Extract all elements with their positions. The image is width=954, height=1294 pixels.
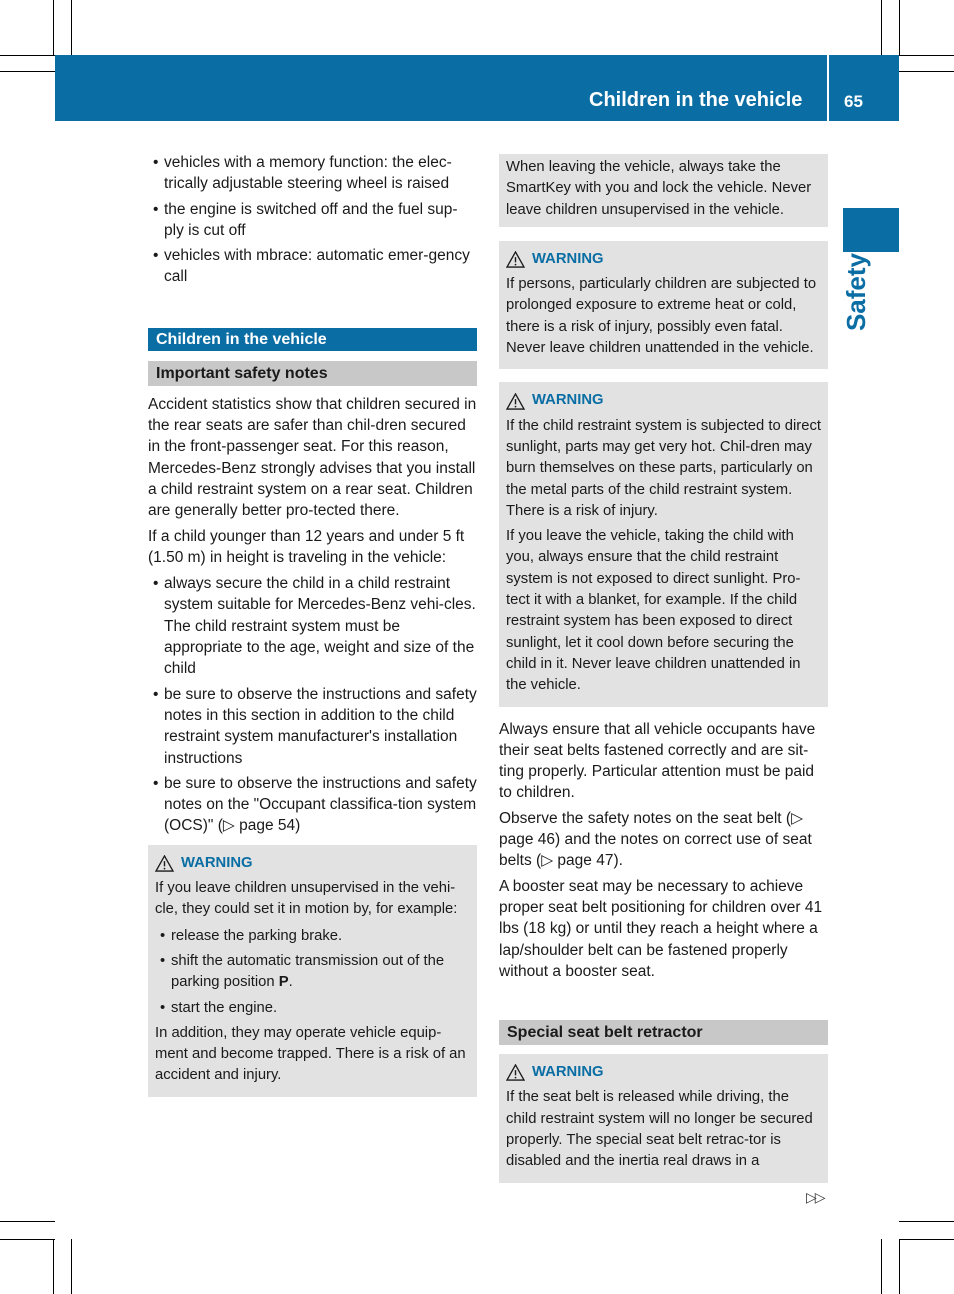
- crop-mark: [899, 1221, 954, 1222]
- list-item-text: shift the automatic transmission out of the parking position: [171, 952, 445, 991]
- crop-mark: [0, 1239, 55, 1240]
- page-number: 65: [844, 92, 863, 111]
- warning-label: WARNING: [532, 392, 604, 409]
- subsection-heading: Important safety notes: [148, 361, 477, 386]
- warning-header: [506, 390, 821, 411]
- paragraph: Observe the safety notes on the seat belt (▷ page 46) and the notes on correct use of seat belts (▷ page 47).: [499, 809, 812, 870]
- left-column: [148, 152, 477, 1097]
- crop-mark: [881, 0, 882, 55]
- section-heading: Special seat belt retractor: [499, 1020, 828, 1045]
- warning-text: If you leave children unsupervised in the vehi-cle, they could set it in motion by, for example:: [155, 880, 458, 918]
- crop-mark: [899, 0, 900, 55]
- warning-header: [155, 853, 470, 874]
- bullet-list: [148, 573, 477, 837]
- gear-letter: P: [278, 974, 289, 991]
- paragraph: If a child younger than 12 years and under 5 ft (1.50 m) in height is traveling in the vehicle:: [148, 527, 465, 566]
- warning-triangle-icon: [155, 855, 174, 872]
- page-header-title: Children in the vehicle: [589, 89, 803, 111]
- section-tab-label: Safety: [840, 252, 871, 332]
- paragraph: A booster seat may be necessary to achieve proper seat belt positioning for children over 41 lbs (18 kg) or until they reach a height where a lap/shoulder belt can be fastened properly without a booster seat.: [499, 877, 823, 980]
- warning-triangle-icon: [506, 1064, 525, 1081]
- warning-text: If persons, particularly children are subjected to prolonged exposure to extreme heat or cold, there is a risk of injury, possibly even fatal. Never leave children unattended in the vehicle.: [506, 276, 817, 357]
- warning-triangle-icon: [506, 251, 525, 268]
- crop-mark: [0, 55, 55, 56]
- note-box: [499, 154, 828, 227]
- crop-mark: [71, 0, 72, 55]
- list-item: • release the parking brake.: [155, 926, 470, 947]
- crop-mark: [0, 1221, 55, 1222]
- crop-mark: [881, 1239, 882, 1294]
- section-heading: Children in the vehicle: [148, 328, 477, 351]
- paragraph: Always ensure that all vehicle occupants have their seat belts fastened correctly and are sit-ting properly. Particular attention must be paid to children.: [499, 720, 816, 802]
- list-item: • vehicles with mbrace: automatic emer-gency call: [148, 245, 477, 288]
- crop-mark: [899, 1239, 954, 1240]
- crop-mark: [53, 1239, 54, 1294]
- list-item: • start the engine.: [155, 998, 470, 1019]
- note-text: When leaving the vehicle, always take the SmartKey with you and lock the vehicle. Never leave children unsupervised in the vehicle.: [506, 159, 812, 218]
- warning-text: In addition, they may operate vehicle equip-ment and become trapped. There is a risk of an accident and injury.: [155, 1024, 466, 1084]
- warning-box: [499, 1054, 828, 1182]
- warning-text: If you leave the vehicle, taking the child with you, always ensure that the child restraint system is not exposed to direct sunlight. Pro-tect it with a blanket, for example. If the child restraint system has been exposed to direct sunlight, let it cool down before securing the child in it. Never leave children unattended in the vehicle.: [506, 528, 801, 694]
- list-item: • the engine is switched off and the fuel sup-ply is cut off: [148, 199, 477, 242]
- warning-text: If the seat belt is released while driving, the child restraint system will no longer be secured properly. The special seat belt retrac-tor is disabled and the inertia real draws in a: [506, 1089, 813, 1170]
- crop-mark: [899, 71, 954, 72]
- crop-mark: [899, 55, 954, 56]
- warning-box: [499, 382, 828, 706]
- warning-text: If the child restraint system is subjected to direct sunlight, parts may get very hot. Chil-dren may burn themselves on these parts, particularly on the metal parts of the child restraint system. There is a risk of injury.: [506, 417, 821, 519]
- continued-marker: ▷▷: [806, 1189, 824, 1205]
- warning-box: [148, 845, 477, 1097]
- list-item: • be sure to observe the instructions and safety notes in this section in addition to the child restraint system manufacturer's installation instructions: [148, 684, 477, 769]
- list-item: • always secure the child in a child restraint system suitable for Mercedes-Benz vehi-cles. The child restraint system must be appropriate to the age, weight and size of the child: [148, 573, 477, 679]
- warning-label: WARNING: [532, 1064, 604, 1081]
- warning-header: [506, 1062, 821, 1083]
- warning-header: [506, 249, 821, 270]
- section-tab-marker: [843, 208, 899, 252]
- header-divider: [827, 55, 829, 121]
- warning-box: [499, 241, 828, 369]
- list-item: • vehicles with a memory function: the elec-trically adjustable steering wheel is raised: [148, 152, 477, 195]
- list-item: • be sure to observe the instructions and safety notes on the "Occupant classifica-tion system (OCS)" (▷ page 54): [148, 773, 477, 837]
- crop-mark: [0, 71, 55, 72]
- intro-bullet-list: [148, 152, 477, 288]
- crop-mark: [53, 0, 54, 55]
- crop-mark: [899, 1239, 900, 1294]
- right-column: [499, 154, 828, 1183]
- crop-mark: [71, 1239, 72, 1294]
- warning-label: WARNING: [181, 854, 253, 871]
- paragraph: Accident statistics show that children secured in the rear seats are safer than chil-dren secured in the front-passenger seat. For this reason, Mercedes-Benz strongly advises that you install a child restraint system on a rear seat. Children are generally better pro-tected there.: [148, 395, 477, 520]
- list-item-period: .: [288, 974, 293, 991]
- warning-bullet-list: [155, 926, 470, 1019]
- list-item: [155, 951, 470, 994]
- warning-label: WARNING: [532, 250, 604, 267]
- warning-triangle-icon: [506, 393, 525, 410]
